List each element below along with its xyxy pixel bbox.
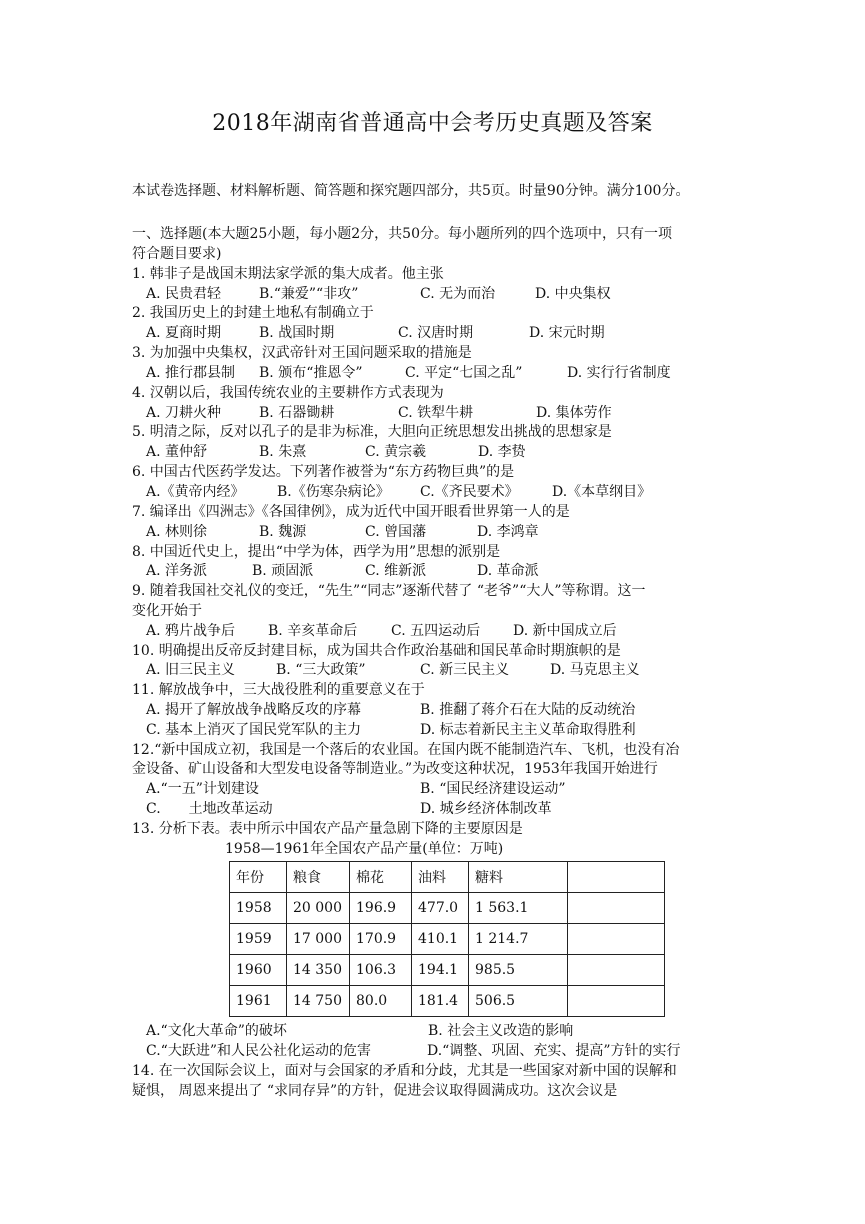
option-b: B.《伤寒杂病论》 (277, 484, 390, 500)
option-c: C. 新三民主义 (420, 662, 510, 678)
option-d: D.《本草纲目》 (552, 484, 652, 500)
header-cell: 油料 (412, 862, 469, 893)
question-stem: 3. 为加强中央集权，汉武帝针对王国问题采取的措施是 (132, 345, 472, 361)
option-d: D. 宋元时期 (529, 325, 605, 341)
question-stem: 10. 明确提出反帝反封建目标，成为国共合作政治基础和国民革命时期旗帜的是 (132, 643, 621, 659)
question-stem-cont: 金设备、矿山设备和大型发电设备等制造业。”为改变这种状况，1953年我国开始进行 (132, 761, 658, 777)
table-row (230, 986, 665, 1017)
question-stem: 7. 编译出《四洲志》《各国律例》，成为近代中国开眼看世界第一人的是 (132, 504, 570, 520)
option-d: D. 李贽 (478, 444, 526, 460)
question-stem: 6. 中国古代医药学发达。下列著作被誉为“东方药物巨典”的是 (132, 464, 515, 480)
table-cell: 1958 (230, 893, 287, 924)
header-cell: 糖料 (469, 862, 568, 893)
option-b: B. “国民经济建设运动” (420, 781, 566, 797)
option-c: C. 曾国藩 (365, 524, 427, 540)
table-cell: 1961 (230, 986, 287, 1017)
exam-intro: 本试卷选择题、材料解析题、简答题和探究题四部分，共5页。时量90分钟。满分100分。 (132, 183, 690, 199)
table-cell (568, 924, 665, 955)
table-cell: 1959 (230, 924, 287, 955)
option-a: A. 揭开了解放战争战略反攻的序幕 (146, 702, 362, 718)
table-cell: 14 750 (287, 986, 350, 1017)
table-cell: 194.1 (412, 955, 469, 986)
option-c: C. 无为而治 (420, 286, 496, 302)
question-stem-cont: 变化开始于 (132, 603, 202, 619)
header-cell: 年份 (230, 862, 287, 893)
option-b: B. 颁布“推恩令” (259, 365, 363, 381)
table-cell (568, 955, 665, 986)
question-stem: 5. 明清之际，反对以孔子的是非为标准，大胆向正统思想发出挑战的思想家是 (132, 424, 612, 440)
table-header-row (230, 862, 665, 893)
option-a: A.“文化大革命”的破坏 (146, 1023, 287, 1039)
table-cell: 1960 (230, 955, 287, 986)
table-row (230, 924, 665, 955)
table-cell: 410.1 (412, 924, 469, 955)
table-cell (568, 986, 665, 1017)
option-c: C. 土地改革运动 (146, 801, 273, 817)
option-b: B. 魏源 (259, 524, 307, 540)
question-stem: 8. 中国近代史上，提出“中学为体，西学为用”思想的派别是 (132, 544, 501, 560)
question-stem: 12.“新中国成立初，我国是一个落后的农业国。在国内既不能制造汽车、飞机，也没有冶 (132, 742, 680, 758)
option-b: B. 辛亥革命后 (268, 623, 358, 639)
option-d: D.“调整、巩固、充实、提高”方针的实行 (427, 1043, 681, 1059)
page-title: 2018年湖南省普通高中会考历史真题及答案 (212, 111, 653, 136)
table-cell: 170.9 (350, 924, 412, 955)
option-a: A. 民贵君轻 (146, 286, 222, 302)
option-a: A. 推行郡县制 (146, 365, 236, 381)
option-c: C.《齐民要术》 (420, 484, 519, 500)
table-cell: 14 350 (287, 955, 350, 986)
option-b: B. 石器锄耕 (259, 405, 335, 421)
option-d: D. 新中国成立后 (513, 623, 617, 639)
option-a: A. 洋务派 (146, 563, 208, 579)
option-d: D. 革命派 (477, 563, 539, 579)
table-cell: 1 563.1 (469, 893, 568, 924)
table-cell: 1 214.7 (469, 924, 568, 955)
option-c: C. 铁犁牛耕 (398, 405, 474, 421)
option-c: C. 汉唐时期 (398, 325, 474, 341)
option-b: B. 战国时期 (259, 325, 335, 341)
question-stem: 11. 解放战争中，三大战役胜利的重要意义在于 (132, 682, 425, 698)
option-b: B. 社会主义改造的影响 (428, 1023, 574, 1039)
option-a: A. 夏商时期 (146, 325, 222, 341)
option-a: A. 刀耕火种 (146, 405, 222, 421)
option-c: C. 基本上消灭了国民党军队的主力 (146, 722, 362, 738)
option-c: C. 黄宗羲 (365, 444, 427, 460)
question-stem: 4. 汉朝以后，我国传统农业的主要耕作方式表现为 (132, 385, 444, 401)
option-a: A. 旧三民主义 (146, 662, 236, 678)
question-stem: 1. 韩非子是战国末期法家学派的集大成者。他主张 (132, 266, 444, 282)
option-c: C. 维新派 (365, 563, 427, 579)
question-stem: 13. 分析下表。表中所示中国农产品产量急剧下降的主要原因是 (132, 821, 523, 837)
section-header-cont: 符合题目要求) (132, 246, 222, 262)
option-b: B. “三大政策” (276, 662, 366, 678)
table-cell: 20 000 (287, 893, 350, 924)
section-header: 一、选择题(本大题25小题，每小题2分，共50分。每小题所列的四个选项中，只有一项 (132, 226, 672, 242)
header-cell: 粮食 (287, 862, 350, 893)
option-a: A.《黄帝内经》 (146, 484, 245, 500)
table-cell: 196.9 (350, 893, 412, 924)
table-row (230, 893, 665, 924)
header-cell: 棉花 (350, 862, 412, 893)
option-b: B. 朱熹 (259, 444, 307, 460)
option-a: A. 董仲舒 (146, 444, 208, 460)
table-cell: 80.0 (350, 986, 412, 1017)
option-b: B. 推翻了蒋介石在大陆的反动统治 (420, 702, 636, 718)
option-b: B.“兼爱”“非攻” (259, 286, 359, 302)
table-cell: 181.4 (412, 986, 469, 1017)
option-a: A. 鸦片战争后 (146, 623, 236, 639)
option-d: D. 城乡经济体制改革 (420, 801, 552, 817)
table-row (230, 955, 665, 986)
table-cell (568, 893, 665, 924)
option-d: D. 马克思主义 (550, 662, 640, 678)
table-cell: 506.5 (469, 986, 568, 1017)
table-caption: 1958—1961年全国农产品产量(单位：万吨) (225, 841, 504, 857)
option-c: C. 五四运动后 (391, 623, 481, 639)
option-d: D. 集体劳作 (536, 405, 612, 421)
option-a: A.“一五”计划建设 (146, 781, 259, 797)
table-cell: 17 000 (287, 924, 350, 955)
header-cell (568, 862, 665, 893)
option-c: C.“大跃进”和人民公社化运动的危害 (146, 1043, 371, 1059)
option-d: D. 实行行省制度 (567, 365, 671, 381)
question-stem: 9. 随着我国社交礼仪的变迁，“先生”“同志”逐渐代替了 “老爷”“大人”等称谓。这一 (132, 583, 646, 599)
table-cell: 106.3 (350, 955, 412, 986)
option-a: A. 林则徐 (146, 524, 208, 540)
option-c: C. 平定“七国之乱” (405, 365, 523, 381)
option-d: D. 李鸿章 (477, 524, 539, 540)
table-cell: 985.5 (469, 955, 568, 986)
option-d: D. 标志着新民主主义革命取得胜利 (420, 722, 636, 738)
option-d: D. 中央集权 (535, 286, 611, 302)
question-stem: 2. 我国历史上的封建土地私有制确立于 (132, 305, 374, 321)
production-table (229, 861, 665, 1017)
question-stem: 14. 在一次国际会议上，面对与会国家的矛盾和分歧，尤其是一些国家对新中国的误解和 (132, 1063, 677, 1079)
table-cell: 477.0 (412, 893, 469, 924)
question-stem-cont: 疑惧， 周恩来提出了 “求同存异”的方针，促进会议取得圆满成功。这次会议是 (132, 1083, 618, 1099)
option-b: B. 顽固派 (252, 563, 314, 579)
